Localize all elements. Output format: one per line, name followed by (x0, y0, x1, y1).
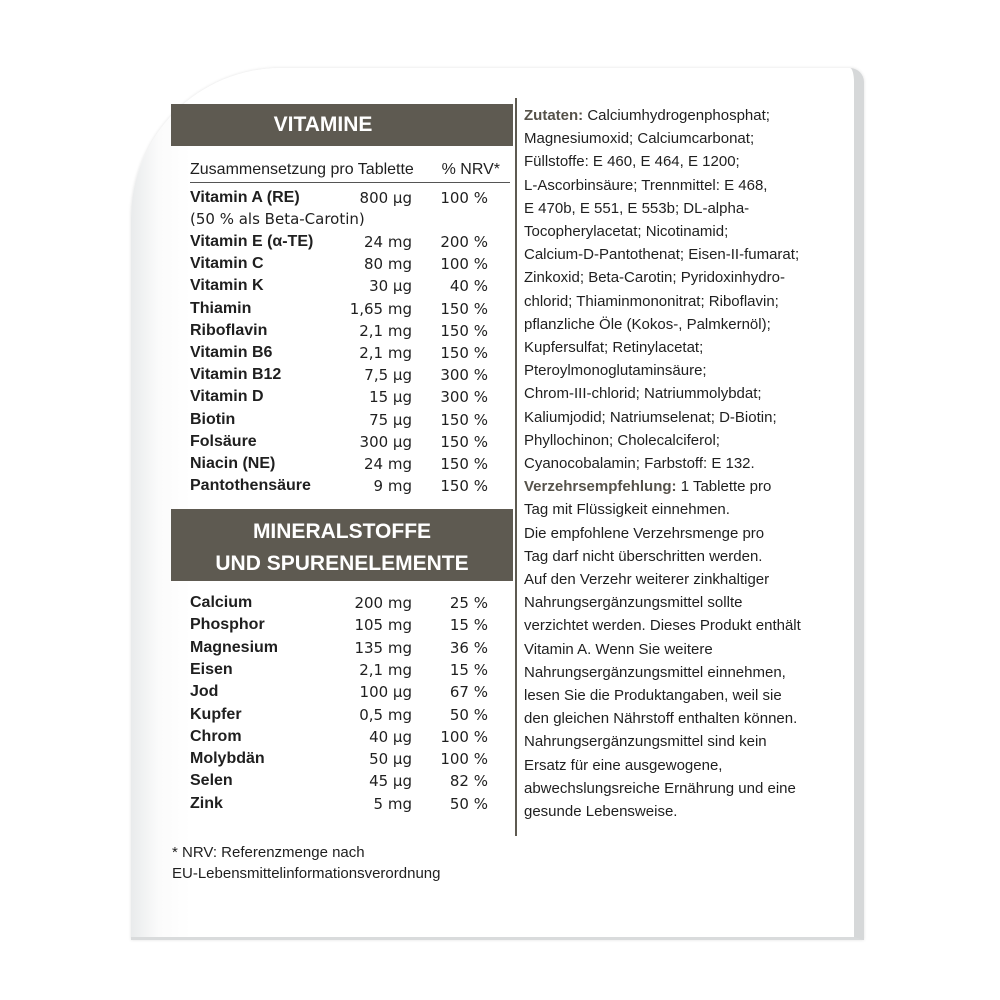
nutrient-name: Vitamin B6 (190, 344, 273, 361)
dosage-line (524, 498, 840, 521)
nutrient-amount: 45 µg (369, 772, 412, 790)
nutrient-amount: 9 mg (373, 477, 412, 495)
nutrient-name: Vitamin D (190, 388, 264, 405)
nutrient-amount: 75 µg (369, 411, 412, 429)
notice-line (524, 522, 840, 545)
nutrient-name: Vitamin B12 (190, 366, 282, 383)
ingredients-line (524, 174, 840, 197)
nutrient-row (190, 594, 510, 616)
notice-text: lesen Sie die Produktangaben, weil sie (524, 687, 782, 705)
ingredients-text: L-Ascorbinsäure; Trennmittel: E 468, (524, 176, 768, 194)
ingredients-line (524, 150, 840, 173)
nutrient-row (190, 772, 510, 794)
dosage-text: Tag mit Flüssigkeit einnehmen. (524, 501, 730, 519)
ingredients-line (524, 452, 840, 475)
nutrient-row (190, 388, 510, 410)
nutrient-nrv: 150 % (440, 344, 488, 362)
dosage-text: 1 Tablette pro (676, 478, 772, 496)
nutrient-nrv: 15 % (449, 661, 488, 679)
nutrient-name: Eisen (190, 661, 233, 678)
nutrient-name: Phosphor (190, 616, 265, 633)
notice-text: den gleichen Nährstoff enthalten können. (524, 710, 798, 728)
ingredients-line (524, 290, 840, 313)
ingredients-text: Zinkoxid; Beta-Carotin; Pyridoxinhydro- (524, 269, 785, 287)
nutrient-nrv: 150 % (440, 433, 488, 451)
nutrient-nrv: 25 % (449, 594, 488, 612)
notice-text: Die empfohlene Verzehrsmenge pro (524, 524, 765, 542)
nutrient-row (190, 661, 510, 683)
nutrient-nrv: 200 % (440, 233, 488, 251)
nutrient-amount: 5 mg (373, 795, 412, 813)
notice-text: Ersatz für eine ausgewogene, (524, 756, 723, 774)
nutrient-nrv: 100 % (440, 728, 488, 746)
notice-line (524, 568, 840, 591)
nutrient-row (190, 616, 510, 638)
ingredients-text: Kaliumjodid; Natriumselenat; D-Biotin; (524, 408, 777, 426)
nutrient-row (190, 189, 510, 211)
nutrient-name: Chrom (190, 728, 242, 745)
column-header (190, 160, 510, 183)
nutrient-nrv: 40 % (449, 277, 488, 295)
nutrient-amount: 2,1 mg (359, 661, 412, 679)
ingredients-line (524, 382, 840, 405)
nutrient-row (190, 706, 510, 728)
nutrient-name: Biotin (190, 411, 236, 428)
dosage-label: Verzehrsempfehlung: (524, 478, 677, 496)
nutrient-name: Magnesium (190, 639, 279, 656)
ingredients-text: Kupfersulfat; Retinylacetat; (524, 339, 704, 357)
notice-line (524, 730, 840, 753)
nutrient-nrv: 36 % (449, 639, 488, 657)
nutrient-nrv: 150 % (440, 477, 488, 495)
notice-line (524, 661, 840, 684)
ingredients-text: Chrom-III-chlorid; Natriummolybdat; (524, 385, 762, 403)
nutrient-amount: 135 mg (354, 639, 412, 657)
nutrient-row (190, 639, 510, 661)
nutrient-name: Pantothensäure (190, 477, 311, 494)
nutrient-nrv: 150 % (440, 322, 488, 340)
nutrient-amount: 24 mg (364, 455, 412, 473)
nutrient-amount: 2,1 mg (359, 322, 412, 340)
nutrient-nrv: 150 % (440, 411, 488, 429)
nutrient-amount: 200 mg (354, 594, 412, 612)
nutrient-nrv: 150 % (440, 300, 488, 318)
nutrient-nrv: 100 % (440, 750, 488, 768)
nutrient-name: Selen (190, 772, 233, 789)
nutrient-amount: 80 mg (364, 255, 412, 273)
nutrient-amount: 300 µg (359, 433, 412, 451)
notice-line (524, 591, 840, 614)
ingredients-line (524, 220, 840, 243)
nutrient-name: Vitamin C (190, 255, 264, 272)
ingredients-text: Calcium-D-Pantothenat; Eisen-II-fumarat; (524, 246, 800, 264)
notice-text: abwechslungsreiche Ernährung und eine (524, 779, 796, 797)
notice-text: Nahrungsergänzungsmittel sind kein (524, 733, 767, 751)
nutrient-nrv: 50 % (449, 706, 488, 724)
nutrient-name: Zink (190, 795, 223, 812)
ingredients-text: E 470b, E 551, E 553b; DL-alpha- (524, 199, 750, 217)
notice-text: Vitamin A. Wenn Sie weitere (524, 640, 713, 658)
nutrient-row (190, 277, 510, 299)
notice-line (524, 800, 840, 823)
dosage-line (524, 475, 840, 498)
nutrient-row (190, 750, 510, 772)
nutrient-name: Jod (190, 683, 219, 700)
notice-text: gesunde Lebensweise. (524, 803, 678, 821)
ingredients-text: Magnesiumoxid; Calciumcarbonat; (524, 130, 755, 148)
nutrient-row (190, 255, 510, 277)
nutrient-name: Vitamin E (α-TE) (190, 233, 314, 250)
nutrient-amount: 100 µg (359, 683, 412, 701)
nutrient-row (190, 233, 510, 255)
nutrient-name: Molybdän (190, 750, 265, 767)
ingredients-block (524, 104, 840, 823)
notice-text: Tag darf nicht überschritten werden. (524, 547, 763, 565)
nutrient-name: Vitamin A (RE) (190, 189, 300, 206)
nutrient-amount: 800 µg (359, 189, 412, 207)
column-header-composition: Zusammensetzung pro Tablette (190, 161, 414, 178)
nutrient-name: Riboflavin (190, 322, 268, 339)
nutrient-row (190, 322, 510, 344)
nutrient-row (190, 344, 510, 366)
nutrient-name: Vitamin K (190, 277, 264, 294)
notice-line (524, 707, 840, 730)
notice-line (524, 614, 840, 637)
nutrient-amount: 40 µg (369, 728, 412, 746)
ingredients-line (524, 406, 840, 429)
nutrient-amount: 0,5 mg (359, 706, 412, 724)
ingredients-text: Calciumhydrogenphosphat; (583, 107, 770, 124)
nutrient-nrv: 150 % (440, 455, 488, 473)
column-header-nrv: % NRV* (441, 161, 500, 178)
nutrient-amount: 24 mg (364, 233, 412, 251)
ingredients-text: Cyanocobalamin; Farbstoff: E 132. (524, 455, 755, 473)
ingredients-line (524, 359, 840, 382)
ingredients-line (524, 127, 840, 150)
nutrient-amount: 30 µg (369, 277, 412, 295)
ingredients-text: Pteroylmonoglutaminsäure; (524, 362, 707, 380)
nutrient-row (190, 433, 510, 455)
nutrient-row (190, 455, 510, 477)
nutrient-amount: 7,5 µg (364, 366, 412, 384)
ingredients-line (524, 336, 840, 359)
nutrient-row (190, 477, 510, 499)
nutrient-row (190, 366, 510, 388)
nutrient-nrv: 15 % (449, 616, 488, 634)
nutrient-nrv: 100 % (440, 189, 488, 207)
notice-text: verzichtet werden. Dieses Produkt enthält (524, 617, 801, 635)
footnote (172, 842, 440, 884)
mineralstoffe-heading-line2: UND SPURENELEMENTE (215, 552, 469, 575)
nutrient-nrv: 100 % (440, 255, 488, 273)
nutrient-nrv: 300 % (440, 366, 488, 384)
notice-text: Nahrungsergänzungsmittel sollte (524, 594, 743, 612)
ingredients-label: Zutaten: (524, 107, 584, 124)
ingredients-text: chlorid; Thiaminmononitrat; Riboflavin; (524, 292, 779, 310)
ingredients-text: Füllstoffe: E 460, E 464, E 1200; (524, 153, 740, 171)
nutrient-name: Kupfer (190, 706, 242, 723)
nutrient-amount: 15 µg (369, 388, 412, 406)
nutrient-amount: 105 mg (354, 616, 412, 634)
footnote-line1: * NRV: Referenzmenge nach (172, 844, 365, 861)
mineralstoffe-heading (171, 509, 513, 581)
ingredients-text: Phyllochinon; Cholecalciferol; (524, 431, 720, 449)
nutrient-row (190, 411, 510, 433)
ingredients-line (524, 429, 840, 452)
nutrient-row (190, 683, 510, 705)
ingredients-line (524, 313, 840, 336)
beta-carotin-note: (50 % als Beta-Carotin) (190, 210, 365, 228)
ingredients-line (524, 197, 840, 220)
ingredients-text: pflanzliche Öle (Kokos-, Palmkernöl); (524, 315, 771, 333)
nutrient-name: Calcium (190, 594, 253, 611)
notice-line (524, 684, 840, 707)
nutrient-amount: 2,1 mg (359, 344, 412, 362)
ingredients-line (524, 243, 840, 266)
ingredients-line (524, 266, 840, 289)
nutrient-name: Thiamin (190, 300, 252, 317)
ingredients-text: Tocopherylacetat; Nicotinamid; (524, 223, 729, 241)
nutrient-name: Folsäure (190, 433, 257, 450)
column-divider (515, 98, 517, 836)
notice-line (524, 638, 840, 661)
mineralstoffe-heading-line1: MINERALSTOFFE (252, 520, 432, 543)
nutrient-amount: 50 µg (369, 750, 412, 768)
nutrient-amount: 1,65 mg (349, 300, 412, 318)
nutrient-nrv: 67 % (449, 683, 488, 701)
nutrient-name: Niacin (NE) (190, 455, 276, 472)
nutrient-nrv: 82 % (449, 772, 488, 790)
notice-line (524, 754, 840, 777)
nutrient-nrv: 300 % (440, 388, 488, 406)
notice-line (524, 545, 840, 568)
ingredients-line (524, 104, 840, 127)
notice-line (524, 777, 840, 800)
notice-text: Nahrungsergänzungsmittel einnehmen, (524, 663, 786, 681)
nutrient-row (190, 300, 510, 322)
nutrient-row (190, 795, 510, 817)
notice-text: Auf den Verzehr weiterer zinkhaltiger (524, 571, 770, 589)
nutrient-nrv: 50 % (449, 795, 488, 813)
vitamine-heading: VITAMINE (171, 104, 513, 146)
footnote-line2: EU-Lebensmittelinformationsverordnung (172, 865, 441, 882)
nutrient-row (190, 728, 510, 750)
